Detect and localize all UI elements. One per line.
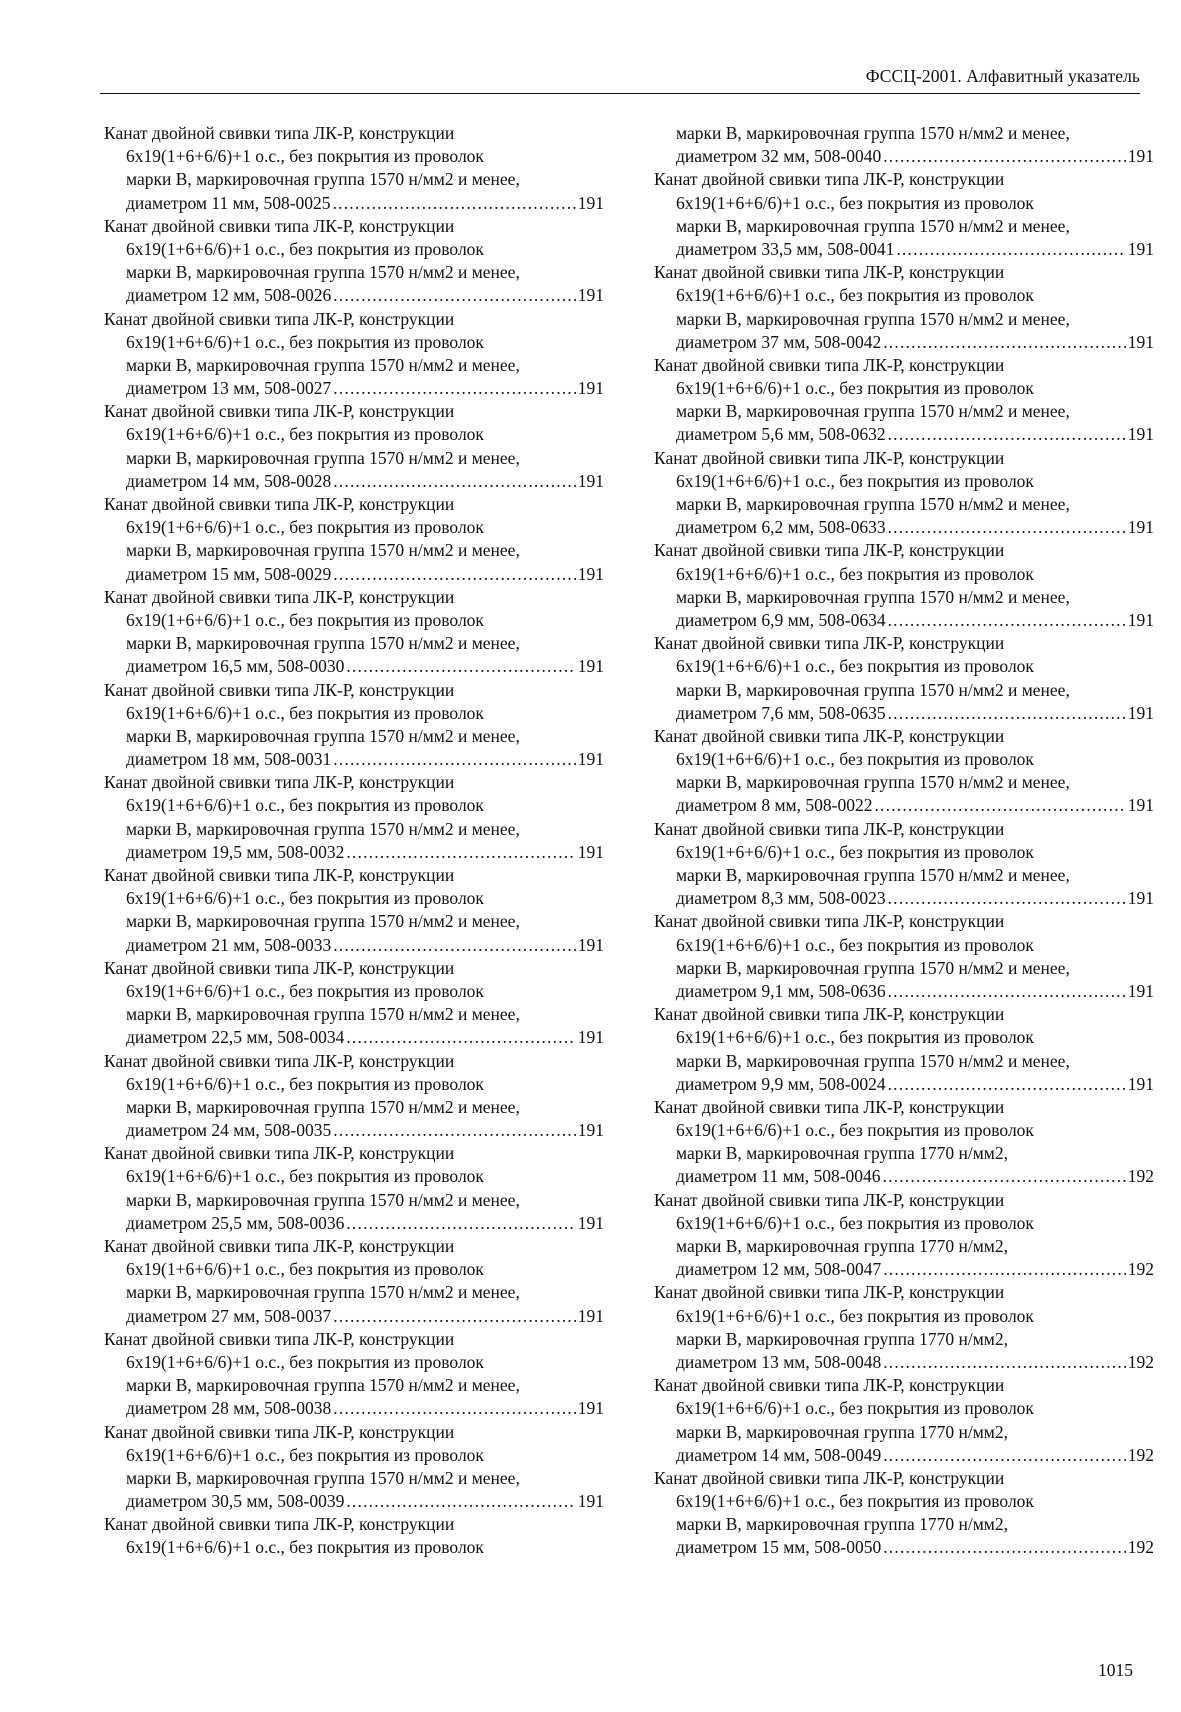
index-entry — [654, 725, 1154, 818]
entry-line: Канат двойной свивки типа ЛК-Р, конструкции — [654, 1467, 1005, 1488]
entry-line: марки В, маркировочная группа 1570 н/мм2 и менее, — [126, 911, 520, 932]
dot-leader — [896, 238, 1125, 261]
index-entry — [654, 1189, 1154, 1282]
entry-diameter-code: диаметром 11 мм, 508-0025 — [126, 192, 331, 213]
entry-line: 6х19(1+6+6/6)+1 о.с., без покрытия из проволок — [676, 841, 1034, 862]
entry-line: марки В, маркировочная группа 1570 н/мм2 и менее, — [126, 1004, 520, 1025]
entry-line: Канат двойной свивки типа ЛК-Р, конструкции — [654, 540, 1005, 561]
dot-leader — [346, 841, 575, 864]
entry-line: 6х19(1+6+6/6)+1 о.с., без покрытия из проволок — [126, 424, 484, 445]
index-entry — [654, 818, 1154, 911]
entry-line: Канат двойной свивки типа ЛК-Р, конструкции — [654, 818, 1005, 839]
dot-leader — [333, 470, 576, 493]
entry-line: Канат двойной свивки типа ЛК-Р, конструкции — [104, 1236, 455, 1256]
entry-diameter-code: диаметром 6,2 мм, 508-0633 — [676, 517, 886, 538]
entry-last-line — [104, 934, 604, 957]
entry-diameter-code: диаметром 25,5 мм, 508-0036 — [126, 1212, 345, 1233]
entry-line: 6х19(1+6+6/6)+1 о.с., без покрытия из проволок — [676, 934, 1034, 955]
index-entry — [104, 586, 604, 679]
entry-line: марки В, маркировочная группа 1570 н/мм2 и менее, — [676, 957, 1070, 978]
dot-leader — [883, 1444, 1126, 1467]
index-entry — [654, 261, 1154, 354]
dot-leader — [333, 1119, 576, 1142]
entry-last-line — [654, 145, 1154, 168]
entry-diameter-code: диаметром 24 мм, 508-0035 — [126, 1120, 332, 1141]
index-entry — [104, 864, 604, 957]
entry-last-line — [104, 377, 604, 400]
entry-line: Канат двойной свивки типа ЛК-Р, конструкции — [104, 1421, 455, 1442]
entry-line: 6х19(1+6+6/6)+1 о.с., без покрытия из проволок — [126, 331, 484, 352]
index-entry — [104, 1050, 604, 1143]
index-entry — [104, 1513, 604, 1559]
entry-line: 6х19(1+6+6/6)+1 о.с., без покрытия из проволок — [126, 609, 484, 630]
entry-line: марки В, маркировочная группа 1770 н/мм2, — [676, 1421, 1008, 1442]
dot-leader — [888, 609, 1126, 632]
page-reference: 191 — [577, 285, 604, 306]
entry-line: Канат двойной свивки типа ЛК-Р, конструкции — [104, 1143, 455, 1164]
entry-line: Канат двойной свивки типа ЛК-Р, конструкции — [104, 586, 455, 607]
entry-line: 6х19(1+6+6/6)+1 о.с., без покрытия из проволок — [126, 1259, 484, 1280]
entry-line: 6х19(1+6+6/6)+1 о.с., без покрытия из проволок — [676, 1398, 1034, 1419]
entry-line: 6х19(1+6+6/6)+1 о.с., без покрытия из проволок — [676, 563, 1034, 584]
entry-diameter-code: диаметром 37 мм, 508-0042 — [676, 331, 882, 352]
entry-last-line — [104, 470, 604, 493]
entry-line: 6х19(1+6+6/6)+1 о.с., без покрытия из проволок — [676, 192, 1034, 213]
entry-line: Канат двойной свивки типа ЛК-Р, конструкции — [654, 633, 1005, 654]
entry-line: 6х19(1+6+6/6)+1 о.с., без покрытия из проволок — [676, 1120, 1034, 1141]
dot-leader — [883, 1165, 1126, 1188]
page-reference: 191 — [1127, 795, 1154, 816]
entry-line: 6х19(1+6+6/6)+1 о.с., без покрытия из проволок — [676, 470, 1034, 491]
entry-line: Канат двойной свивки типа ЛК-Р, конструкции — [104, 215, 455, 236]
entry-line: 6х19(1+6+6/6)+1 о.с., без покрытия из проволок — [126, 1444, 484, 1465]
index-entry — [104, 122, 604, 215]
entry-line: марки В, маркировочная группа 1570 н/мм2 и менее, — [676, 308, 1070, 329]
entry-line: Канат двойной свивки типа ЛК-Р, конструкции — [104, 1328, 455, 1349]
entry-diameter-code: диаметром 12 мм, 508-0047 — [676, 1259, 882, 1280]
entry-last-line — [104, 841, 604, 864]
dot-leader — [883, 1258, 1126, 1281]
entry-line: Канат двойной свивки типа ЛК-Р, конструкции — [654, 725, 1005, 746]
entry-line: 6х19(1+6+6/6)+1 о.с., без покрытия из проволок — [126, 1166, 484, 1187]
entry-diameter-code: диаметром 9,1 мм, 508-0636 — [676, 980, 886, 1001]
entry-last-line — [104, 192, 604, 215]
entry-line: 6х19(1+6+6/6)+1 о.с., без покрытия из проволок — [676, 285, 1034, 306]
entry-line: марки В, маркировочная группа 1570 н/мм2 и менее, — [676, 494, 1070, 514]
index-entry — [104, 308, 604, 401]
page-reference: 191 — [1127, 609, 1154, 630]
entry-last-line — [654, 794, 1154, 817]
entry-line: 6х19(1+6+6/6)+1 о.с., без покрытия из проволок — [126, 1073, 484, 1094]
dot-leader — [888, 887, 1126, 910]
header-title: ФССЦ-2001. Алфавитный указатель — [865, 66, 1140, 86]
index-entry — [104, 1328, 604, 1421]
index-entry — [654, 122, 1154, 168]
entry-line: Канат двойной свивки типа ЛК-Р, конструкции — [654, 1004, 1005, 1025]
entry-diameter-code: диаметром 22,5 мм, 508-0034 — [126, 1027, 345, 1048]
entry-line: 6х19(1+6+6/6)+1 о.с., без покрытия из проволок — [126, 146, 484, 167]
entry-diameter-code: диаметром 32 мм, 508-0040 — [676, 146, 882, 167]
entry-line: 6х19(1+6+6/6)+1 о.с., без покрытия из проволок — [676, 1212, 1034, 1233]
header-rule — [100, 93, 1140, 94]
dot-leader — [333, 748, 576, 771]
page-header — [100, 66, 1140, 96]
entry-last-line — [104, 1212, 604, 1235]
entry-line: Канат двойной свивки типа ЛК-Р, конструкции — [654, 1375, 1005, 1396]
entry-line: марки В, маркировочная группа 1570 н/мм2 и менее, — [126, 633, 520, 654]
entry-diameter-code: диаметром 16,5 мм, 508-0030 — [126, 656, 345, 677]
entry-line: марки В, маркировочная группа 1570 н/мм2 и менее, — [126, 1467, 520, 1488]
page-reference: 191 — [1127, 980, 1154, 1001]
index-entry — [104, 215, 604, 308]
entry-line: Канат двойной свивки типа ЛК-Р, конструкции — [654, 1189, 1005, 1210]
index-entry — [654, 1003, 1154, 1096]
entry-last-line — [654, 980, 1154, 1003]
entry-line: марки В, маркировочная группа 1570 н/мм2 и менее, — [126, 447, 520, 468]
entry-line: 6х19(1+6+6/6)+1 о.с., без покрытия из проволок — [676, 1027, 1034, 1048]
entry-line: 6х19(1+6+6/6)+1 о.с., без покрытия из проволок — [676, 1491, 1034, 1512]
entry-line: марки В, маркировочная группа 1570 н/мм2 и менее, — [126, 725, 520, 746]
dot-leader — [333, 192, 576, 215]
entry-last-line — [104, 655, 604, 678]
index-entry — [104, 679, 604, 772]
entry-line: 6х19(1+6+6/6)+1 о.с., без покрытия из проволок — [126, 795, 484, 816]
entry-last-line — [654, 1536, 1154, 1559]
entry-line: Канат двойной свивки типа ЛК-Р, конструкции — [654, 1282, 1005, 1303]
entry-line: Канат двойной свивки типа ЛК-Р, конструкции — [654, 169, 1005, 190]
entry-last-line — [104, 1026, 604, 1049]
entry-line: Канат двойной свивки типа ЛК-Р, конструкции — [104, 401, 455, 422]
entry-line: Канат двойной свивки типа ЛК-Р, конструкции — [654, 354, 1005, 375]
index-entry — [104, 1235, 604, 1328]
entry-line: марки В, маркировочная группа 1570 н/мм2 и менее, — [676, 1050, 1070, 1071]
page-reference: 192 — [1127, 1444, 1154, 1465]
entry-last-line — [104, 1490, 604, 1513]
entry-line: Канат двойной свивки типа ЛК-Р, конструкции — [104, 957, 455, 978]
entry-line: марки В, маркировочная группа 1570 н/мм2 и менее, — [676, 215, 1070, 236]
dot-leader — [888, 702, 1126, 725]
dot-leader — [346, 1026, 575, 1049]
index-entry — [654, 354, 1154, 447]
index-entry — [104, 1421, 604, 1514]
index-entry — [654, 168, 1154, 261]
index-entry — [654, 1281, 1154, 1374]
entry-line: марки В, маркировочная группа 1570 н/мм2 и менее, — [126, 169, 520, 190]
entry-last-line — [654, 1444, 1154, 1467]
entry-line: марки В, маркировочная группа 1570 н/мм2 и менее, — [676, 865, 1070, 885]
page-reference: 191 — [577, 841, 604, 862]
entry-line: марки В, маркировочная группа 1570 н/мм2 и менее, — [126, 262, 520, 283]
entry-last-line — [654, 702, 1154, 725]
dot-leader — [333, 934, 576, 957]
entry-last-line — [654, 423, 1154, 446]
index-entry — [654, 539, 1154, 632]
page-reference: 191 — [1127, 1073, 1154, 1094]
entry-last-line — [654, 516, 1154, 539]
dot-leader — [888, 423, 1126, 446]
index-entry — [104, 400, 604, 493]
page-number: 1015 — [1098, 1660, 1133, 1680]
entry-line: Канат двойной свивки типа ЛК-Р, конструкции — [104, 494, 455, 514]
entry-last-line — [104, 284, 604, 307]
entry-diameter-code: диаметром 13 мм, 508-0048 — [676, 1351, 882, 1372]
entry-line: Канат двойной свивки типа ЛК-Р, конструкции — [104, 679, 455, 700]
page-reference: 191 — [577, 749, 604, 770]
entry-line: марки В, маркировочная группа 1570 н/мм2 и менее, — [676, 679, 1070, 700]
entry-diameter-code: диаметром 15 мм, 508-0050 — [676, 1537, 882, 1558]
entry-diameter-code: диаметром 14 мм, 508-0028 — [126, 470, 332, 491]
entry-line: марки В, маркировочная группа 1570 н/мм2 и менее, — [126, 1189, 520, 1210]
index-entry — [654, 1467, 1154, 1560]
entry-line: марки В, маркировочная группа 1770 н/мм2, — [676, 1328, 1008, 1349]
page-reference: 191 — [577, 1491, 604, 1512]
entry-line: 6х19(1+6+6/6)+1 о.с., без покрытия из проволок — [676, 1305, 1034, 1326]
index-entry — [654, 1374, 1154, 1467]
page-reference: 191 — [1127, 238, 1154, 259]
entry-line: марки В, маркировочная группа 1570 н/мм2 и менее, — [676, 586, 1070, 607]
page-reference: 191 — [577, 1212, 604, 1233]
index-entry — [104, 493, 604, 586]
entry-diameter-code: диаметром 13 мм, 508-0027 — [126, 378, 332, 399]
entry-diameter-code: диаметром 5,6 мм, 508-0632 — [676, 424, 886, 445]
index-entry — [104, 1142, 604, 1235]
entry-diameter-code: диаметром 33,5 мм, 508-0041 — [676, 238, 895, 259]
dot-leader — [333, 377, 576, 400]
entry-diameter-code: диаметром 6,9 мм, 508-0634 — [676, 609, 886, 630]
entry-last-line — [104, 1397, 604, 1420]
entry-last-line — [654, 1258, 1154, 1281]
page-reference: 191 — [577, 1398, 604, 1419]
page-reference: 191 — [577, 1305, 604, 1326]
page-reference: 192 — [1127, 1537, 1154, 1558]
entry-line: марки В, маркировочная группа 1570 н/мм2 и менее, — [126, 354, 520, 375]
page-reference: 191 — [577, 470, 604, 491]
index-column-right — [654, 122, 1154, 1560]
entry-line: 6х19(1+6+6/6)+1 о.с., без покрытия из проволок — [126, 980, 484, 1001]
entry-line: марки В, маркировочная группа 1570 н/мм2 и менее, — [126, 1096, 520, 1117]
entry-line: марки В, маркировочная группа 1570 н/мм2 и менее, — [676, 772, 1070, 793]
entry-diameter-code: диаметром 8,3 мм, 508-0023 — [676, 888, 886, 909]
page-reference: 191 — [1127, 331, 1154, 352]
index-entry — [654, 1096, 1154, 1189]
page-reference: 191 — [1127, 517, 1154, 538]
dot-leader — [883, 1536, 1126, 1559]
entry-diameter-code: диаметром 27 мм, 508-0037 — [126, 1305, 332, 1326]
entry-line: марки В, маркировочная группа 1570 н/мм2 и менее, — [126, 540, 520, 561]
entry-line: 6х19(1+6+6/6)+1 о.с., без покрытия из проволок — [126, 1351, 484, 1372]
entry-line: Канат двойной свивки типа ЛК-Р, конструкции — [654, 262, 1005, 283]
entry-diameter-code: диаметром 19,5 мм, 508-0032 — [126, 841, 345, 862]
entry-diameter-code: диаметром 8 мм, 508-0022 — [676, 795, 873, 816]
page-reference: 191 — [577, 656, 604, 677]
entry-line: 6х19(1+6+6/6)+1 о.с., без покрытия из проволок — [126, 888, 484, 909]
entry-line: марки В, маркировочная группа 1770 н/мм2, — [676, 1236, 1008, 1256]
entry-last-line — [104, 1119, 604, 1142]
dot-leader — [883, 331, 1126, 354]
entry-line: 6х19(1+6+6/6)+1 о.с., без покрытия из проволок — [126, 1537, 484, 1558]
entry-line: Канат двойной свивки типа ЛК-Р, конструкции — [104, 865, 455, 885]
index-entry — [654, 632, 1154, 725]
entry-last-line — [654, 609, 1154, 632]
dot-leader — [888, 516, 1126, 539]
page-reference: 191 — [1127, 888, 1154, 909]
entry-diameter-code: диаметром 14 мм, 508-0049 — [676, 1444, 882, 1465]
dot-leader — [346, 655, 575, 678]
dot-leader — [333, 1397, 576, 1420]
entry-last-line — [654, 331, 1154, 354]
entry-last-line — [104, 748, 604, 771]
entry-line: марки В, маркировочная группа 1770 н/мм2, — [676, 1514, 1008, 1535]
entry-diameter-code: диаметром 11 мм, 508-0046 — [676, 1166, 881, 1187]
dot-leader — [883, 1351, 1126, 1374]
entry-diameter-code: диаметром 28 мм, 508-0038 — [126, 1398, 332, 1419]
entry-line: Канат двойной свивки типа ЛК-Р, конструкции — [104, 123, 455, 143]
page-reference: 192 — [1127, 1351, 1154, 1372]
entry-line: 6х19(1+6+6/6)+1 о.с., без покрытия из проволок — [126, 702, 484, 723]
entry-last-line — [654, 1351, 1154, 1374]
entry-last-line — [654, 1073, 1154, 1096]
dot-leader — [346, 1212, 575, 1235]
index-column-left — [104, 122, 604, 1560]
page-reference: 191 — [577, 563, 604, 584]
page-reference: 192 — [1127, 1259, 1154, 1280]
page-reference: 191 — [577, 1120, 604, 1141]
dot-leader — [874, 794, 1125, 817]
page-reference: 191 — [577, 934, 604, 955]
page-reference: 191 — [577, 1027, 604, 1048]
entry-line: марки В, маркировочная группа 1570 н/мм2 и менее, — [126, 818, 520, 839]
page-reference: 192 — [1127, 1166, 1154, 1187]
entry-last-line — [654, 887, 1154, 910]
page-reference: 191 — [577, 378, 604, 399]
entry-line: марки В, маркировочная группа 1570 н/мм2 и менее, — [676, 401, 1070, 422]
entry-line: марки В, маркировочная группа 1570 н/мм2 и менее, — [126, 1282, 520, 1303]
entry-diameter-code: диаметром 7,6 мм, 508-0635 — [676, 702, 886, 723]
entry-line: 6х19(1+6+6/6)+1 о.с., без покрытия из проволок — [676, 656, 1034, 677]
page-reference: 191 — [577, 192, 604, 213]
entry-line: марки В, маркировочная группа 1570 н/мм2 и менее, — [676, 123, 1070, 143]
entry-diameter-code: диаметром 18 мм, 508-0031 — [126, 749, 332, 770]
entry-line: 6х19(1+6+6/6)+1 о.с., без покрытия из проволок — [126, 517, 484, 538]
entry-line: 6х19(1+6+6/6)+1 о.с., без покрытия из проволок — [676, 378, 1034, 399]
dot-leader — [333, 284, 576, 307]
dot-leader — [333, 563, 576, 586]
dot-leader — [888, 1073, 1126, 1096]
page-reference: 191 — [1127, 424, 1154, 445]
entry-last-line — [104, 1305, 604, 1328]
index-entry — [654, 910, 1154, 1003]
dot-leader — [883, 145, 1126, 168]
entry-last-line — [654, 1165, 1154, 1188]
entry-line: Канат двойной свивки типа ЛК-Р, конструкции — [654, 1096, 1005, 1117]
entry-last-line — [104, 563, 604, 586]
entry-diameter-code: диаметром 21 мм, 508-0033 — [126, 934, 332, 955]
page-reference: 191 — [1127, 702, 1154, 723]
index-entry — [104, 957, 604, 1050]
index-entry — [104, 771, 604, 864]
entry-line: Канат двойной свивки типа ЛК-Р, конструкции — [104, 1514, 455, 1535]
entry-line: Канат двойной свивки типа ЛК-Р, конструкции — [104, 1050, 455, 1071]
dot-leader — [346, 1490, 575, 1513]
dot-leader — [888, 980, 1126, 1003]
entry-line: марки В, маркировочная группа 1770 н/мм2, — [676, 1143, 1008, 1164]
entry-line: 6х19(1+6+6/6)+1 о.с., без покрытия из проволок — [126, 238, 484, 259]
entry-line: Канат двойной свивки типа ЛК-Р, конструкции — [654, 911, 1005, 932]
entry-line: Канат двойной свивки типа ЛК-Р, конструкции — [104, 772, 455, 793]
entry-last-line — [654, 238, 1154, 261]
entry-line: Канат двойной свивки типа ЛК-Р, конструкции — [654, 447, 1005, 468]
entry-diameter-code: диаметром 9,9 мм, 508-0024 — [676, 1073, 886, 1094]
entry-diameter-code: диаметром 15 мм, 508-0029 — [126, 563, 332, 584]
entry-diameter-code: диаметром 12 мм, 508-0026 — [126, 285, 332, 306]
dot-leader — [333, 1305, 576, 1328]
entry-diameter-code: диаметром 30,5 мм, 508-0039 — [126, 1491, 345, 1512]
index-entry — [654, 447, 1154, 540]
entry-line: Канат двойной свивки типа ЛК-Р, конструкции — [104, 308, 455, 329]
page-reference: 191 — [1127, 146, 1154, 167]
entry-line: 6х19(1+6+6/6)+1 о.с., без покрытия из проволок — [676, 749, 1034, 770]
entry-line: марки В, маркировочная группа 1570 н/мм2 и менее, — [126, 1375, 520, 1396]
